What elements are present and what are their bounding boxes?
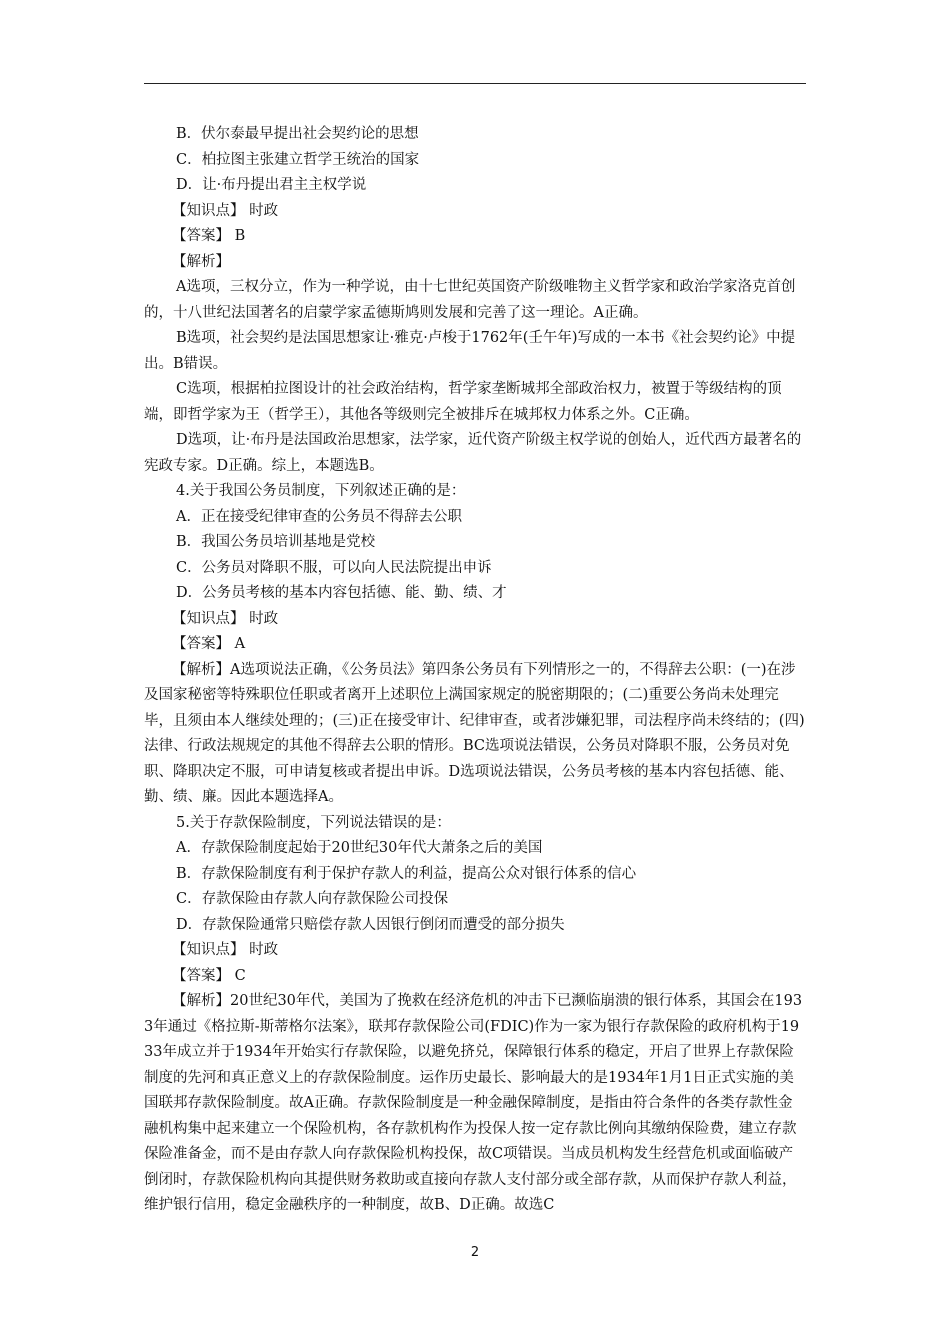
q5-question: 5.关于存款保险制度，下列说法错误的是： [176, 814, 451, 831]
q5-option-d: D．存款保险通常只赔偿存款人因银行倒闭而遭受的部分损失 [176, 916, 565, 933]
q5-answer: 【答案】 C [172, 967, 246, 984]
page-number: 2 [470, 1245, 480, 1260]
q5-analysis: 【解析】20世纪30年代，美国为了挽救在经济危机的冲击下已濒临崩溃的银行体系，其国会在1933年通过《格拉斯-斯蒂格尔法案》，联邦存款保险公司(FDIC)作为一家为银行存款保险的政府机构于1933年成立并于1934年开始实行存款保险，以避免挤兑，保障银行体系的稳定，开启了世界上存款保险制度的先河和真正意义上的存款保险制度。运作历史最长、影响最大的是1934年1月1日正式实施的美国联邦存款保险制度。故A正确。存款保险制度是一种金融保障制度，是指由符合条件的各类存款性金融机构集中起来建立一个保险机构，各存款机构作为投保人按一定存款比例向其缴纳保险费，建立存款保险准备金，而不是由存款人向存款保险机构投保，故C项错误。当成员机构发生经营危机或面临破产倒闭时，存款保险机构向其提供财务救助或直接向存款人支付部分或全部存款，从而保护存款人利益，维护银行信用，稳定金融秩序的一种制度，故B、D正确。故选C [144, 993, 803, 1213]
q4-answer: 【答案】 A [172, 636, 246, 652]
document-body [144, 122, 806, 1219]
header-rule [144, 83, 806, 84]
q5-option-a: A．存款保险制度起始于20世纪30年代大萧条之后的美国 [176, 840, 543, 856]
q3-knowledge-point: 【知识点】 时政 [172, 202, 279, 219]
q3-analysis-a: A选项，三权分立，作为一种学说，由十七世纪英国资产阶级唯物主义哲学家和政治学家洛克首创的，十八世纪法国著名的启蒙学家孟德斯鸠则发展和完善了这一理论。A正确。 [144, 279, 796, 321]
q5-option-c: C．存款保险由存款人向存款保险公司投保 [176, 891, 449, 907]
q4-option-c: C．公务员对降职不服，可以向人民法院提出申诉 [176, 559, 492, 576]
q4-option-b: B．我国公务员培训基地是党校 [176, 534, 376, 550]
q4-option-d: D．公务员考核的基本内容包括德、能、勤、绩、才 [176, 585, 507, 601]
q5-knowledge-point: 【知识点】 时政 [172, 942, 279, 958]
q4-question: 4.关于我国公务员制度，下列叙述正确的是： [176, 483, 466, 499]
q3-analysis-d: D选项，让·布丹是法国政治思想家，法学家，近代资产阶级主权学说的创始人，近代西方最著名的宪政专家。D正确。综上，本题选B。 [144, 432, 802, 474]
q3-answer: 【答案】 B [172, 228, 246, 244]
q4-knowledge-point: 【知识点】 时政 [172, 610, 279, 627]
q3-analysis-c: C选项，根据柏拉图设计的社会政治结构，哲学家垄断城邦全部政治权力，被置于等级结构的顶端，即哲学家为王（哲学王），其他各等级则完全被排斥在城邦权力体系之外。C正确。 [144, 381, 782, 423]
q3-option-b: B．伏尔泰最早提出社会契约论的思想 [176, 126, 419, 142]
q3-analysis-b: B选项，社会契约是法国思想家让·雅克·卢梭于1762年(壬午年)写成的一本书《社会契约论》中提出。B错误。 [144, 330, 796, 372]
q4-analysis: 【解析】A选项说法正确，《公务员法》第四条公务员有下列情形之一的，不得辞去公职：(一)在涉及国家秘密等特殊职位任职或者离开上述职位上满国家规定的脱密期限的；(二)重要公务尚未处理完毕，且须由本人继续处理的；(三)正在接受审计、纪律审查，或者涉嫌犯罪，司法程序尚未终结的；(四)法律、行政法规规定的其他不得辞去公职的情形。BC选项说法错误，公务员对降职不服，公务员对免职、降职决定不服，可申请复核或者提出申诉。D选项说法错误，公务员考核的基本内容包括德、能、勤、绩、廉。因此本题选择A。 [144, 661, 805, 805]
q3-analysis-label: 【解析】 [172, 253, 230, 270]
q3-option-c: C．柏拉图主张建立哲学王统治的国家 [176, 151, 420, 168]
q5-option-b: B．存款保险制度有利于保护存款人的利益，提高公众对银行体系的信心 [176, 865, 637, 882]
q3-option-d: D．让·布丹提出君主主权学说 [176, 177, 367, 193]
q4-option-a: A．正在接受纪律审查的公务员不得辞去公职 [176, 508, 462, 525]
